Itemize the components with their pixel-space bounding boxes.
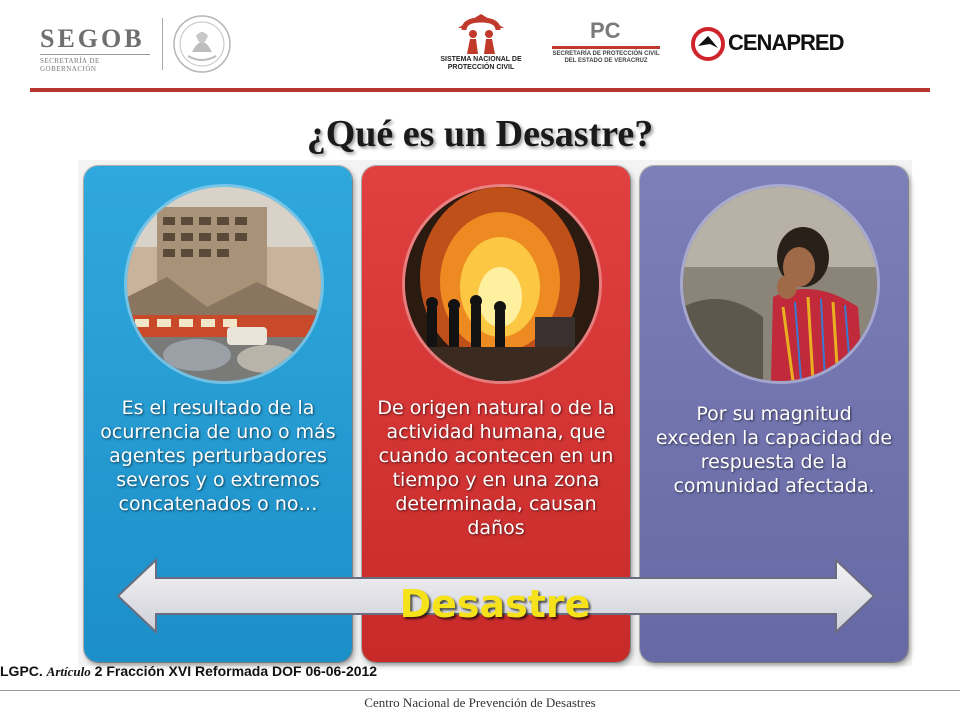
- segob-wordmark: SEGOB: [40, 24, 145, 53]
- pc-sub-line1: SECRETARÍA DE PROTECCIÓN CIVIL: [552, 51, 660, 57]
- grieving-woman-photo: [680, 184, 880, 384]
- segob-logo: [40, 24, 150, 73]
- snpc-logo: [440, 12, 522, 78]
- pc-veracruz-logo: [552, 18, 660, 68]
- slide-title: ¿Qué es un Desastre?: [306, 113, 654, 155]
- panel-origin-text: De origen natural o de la actividad humana, que cuando acontecen en un tiempo y en una zona determinada, causan daños: [377, 397, 615, 539]
- cenapred-emblem-icon: [690, 26, 726, 62]
- snpc-line2: PROTECCIÓN CIVIL: [447, 64, 515, 71]
- cenapred-wordmark: CENAPRED: [728, 30, 844, 55]
- cenapred-logo: [690, 24, 850, 64]
- footer-text: Centro Nacional de Prevención de Desastres: [364, 695, 596, 710]
- collapsed-building-photo: [124, 184, 324, 384]
- snpc-emblem-icon: [440, 12, 522, 56]
- legal-reference: [0, 663, 377, 680]
- logo-divider: [162, 18, 163, 70]
- pc-red-line: [552, 46, 660, 49]
- header-bar: [0, 0, 960, 90]
- reference-rest: 2 Fracción XVI Reformada DOF 06-06-2012: [94, 663, 378, 679]
- panel-definition-text: Es el resultado de la ocurrencia de uno o más agentes perturbadores severos y o extremos concatenados o no…: [100, 397, 336, 515]
- pc-sub-line2: DEL ESTADO DE VERACRUZ: [564, 58, 648, 64]
- panel-magnitude-text: Por su magnitud exceden la capacidad de respuesta de la comunidad afectada.: [655, 403, 893, 497]
- header-divider-line: [30, 88, 930, 92]
- disaster-diagram: [78, 160, 912, 666]
- reference-article: Artículo: [46, 664, 91, 679]
- national-seal-icon: [172, 14, 232, 74]
- firefighters-fire-photo: [402, 184, 602, 384]
- segob-subtitle: SECRETARÍA DE GOBERNACIÓN: [40, 54, 150, 73]
- reference-prefix: LGPC.: [0, 663, 43, 679]
- arrow-label: Desastre: [399, 582, 591, 626]
- snpc-line1: SISTEMA NACIONAL DE: [440, 56, 522, 63]
- pc-wordmark: PC: [590, 18, 621, 43]
- footer-divider-line: [0, 690, 960, 691]
